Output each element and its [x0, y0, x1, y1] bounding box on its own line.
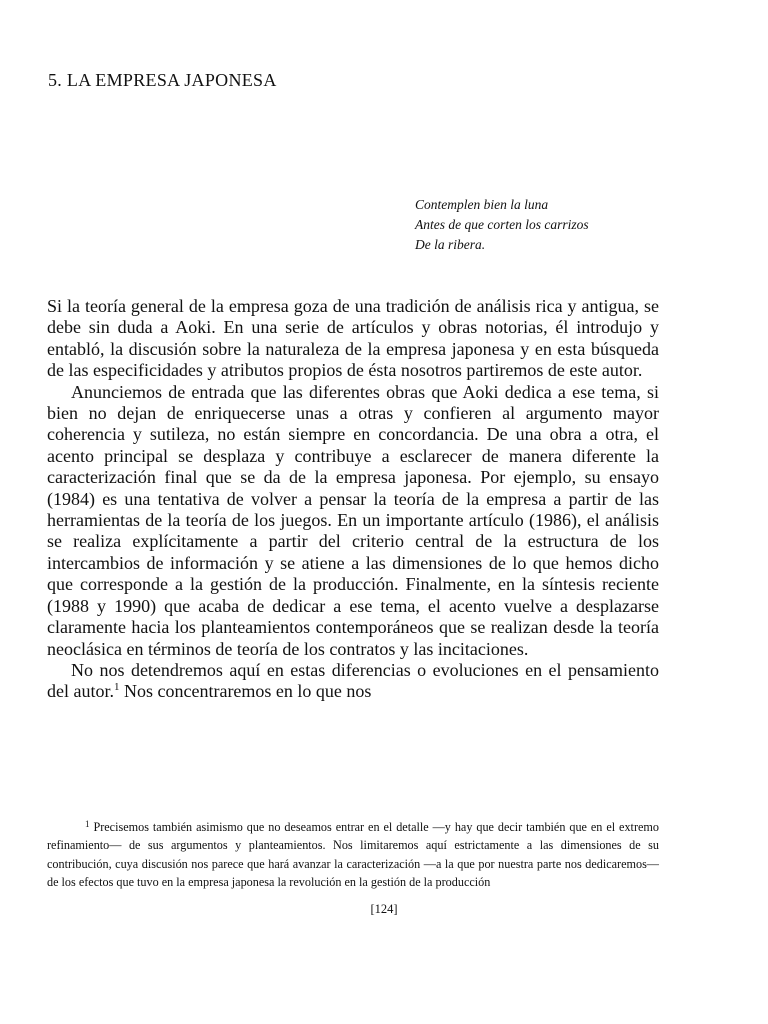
footnote-body: Precisemos también asimismo que no deseamos entrar en el detalle —y hay que decir también que en el extremo refinamiento— de sus argumentos y planteamientos. Nos limitaremos aquí estrictamente a las dimensiones de su contribución, cuya discusión nos parece que hará avanzar la caracterización —a la que por nuestra parte nos dedicaremos— de los efectos que tuvo en la empresa japonesa la revolución en la gestión de la producción [47, 820, 659, 890]
paragraph-text: No nos detendremos aquí en estas diferencias o evoluciones en el pensamiento del autor. [47, 659, 659, 702]
footnote-marker: 1 [85, 819, 90, 829]
footnote-text [47, 818, 659, 892]
epigraph-line: Antes de que corten los carrizos [415, 217, 589, 232]
footnote [47, 818, 659, 892]
paragraph-text: Nos concentraremos en lo que nos [119, 681, 372, 702]
chapter-title: 5. LA EMPRESA JAPONESA [48, 70, 277, 90]
page-number: [124] [370, 902, 398, 916]
paragraph: Si la teoría general de la empresa goza de una tradición de análisis rica y antigua, se debe sin duda a Aoki. En una serie de artículos y obras notorias, él introdujo y entabló, la discusión sobre la naturaleza de la empresa japonesa y en esta búsqueda de las especificidades y atributos propios de ésta nosotros partiremos de este autor. [47, 296, 659, 381]
epigraph-line: De la ribera. [415, 237, 486, 252]
epigraph-line: Contemplen bien la luna [415, 197, 549, 212]
body-text [47, 296, 659, 703]
epigraph [415, 195, 705, 255]
paragraph [47, 660, 659, 703]
footnote-reference: 1 [113, 681, 120, 694]
paragraph: Anunciemos de entrada que las diferentes obras que Aoki dedica a ese tema, si bien no dejan de enriquecerse unas a otras y confieren al argumento mayor coherencia y sutileza, no están siempre en concordancia. De una obra a otra, el acento principal se desplaza y contribuye a esclarecer de manera diferente la caracterización final que se da de la empresa japonesa. Por ejemplo, su ensayo (1984) es una tentativa de volver a pensar la teoría de la empresa a partir de las herramientas de la teoría de los juegos. En un importante artículo (1986), el análisis se realiza explícitamente a partir del criterio central de la estructura de los intercambios de información y se atiene a las dimensiones de lo que hemos dicho que corresponde a la gestión de la producción. Finalmente, en la síntesis reciente (1988 y 1990) que acaba de dedicar a ese tema, el acento vuelve a desplazarse claramente hacia los planteamientos contemporáneos que se realizan desde la teoría neoclásica en términos de teoría de los contratos y las incitaciones. [47, 381, 659, 659]
